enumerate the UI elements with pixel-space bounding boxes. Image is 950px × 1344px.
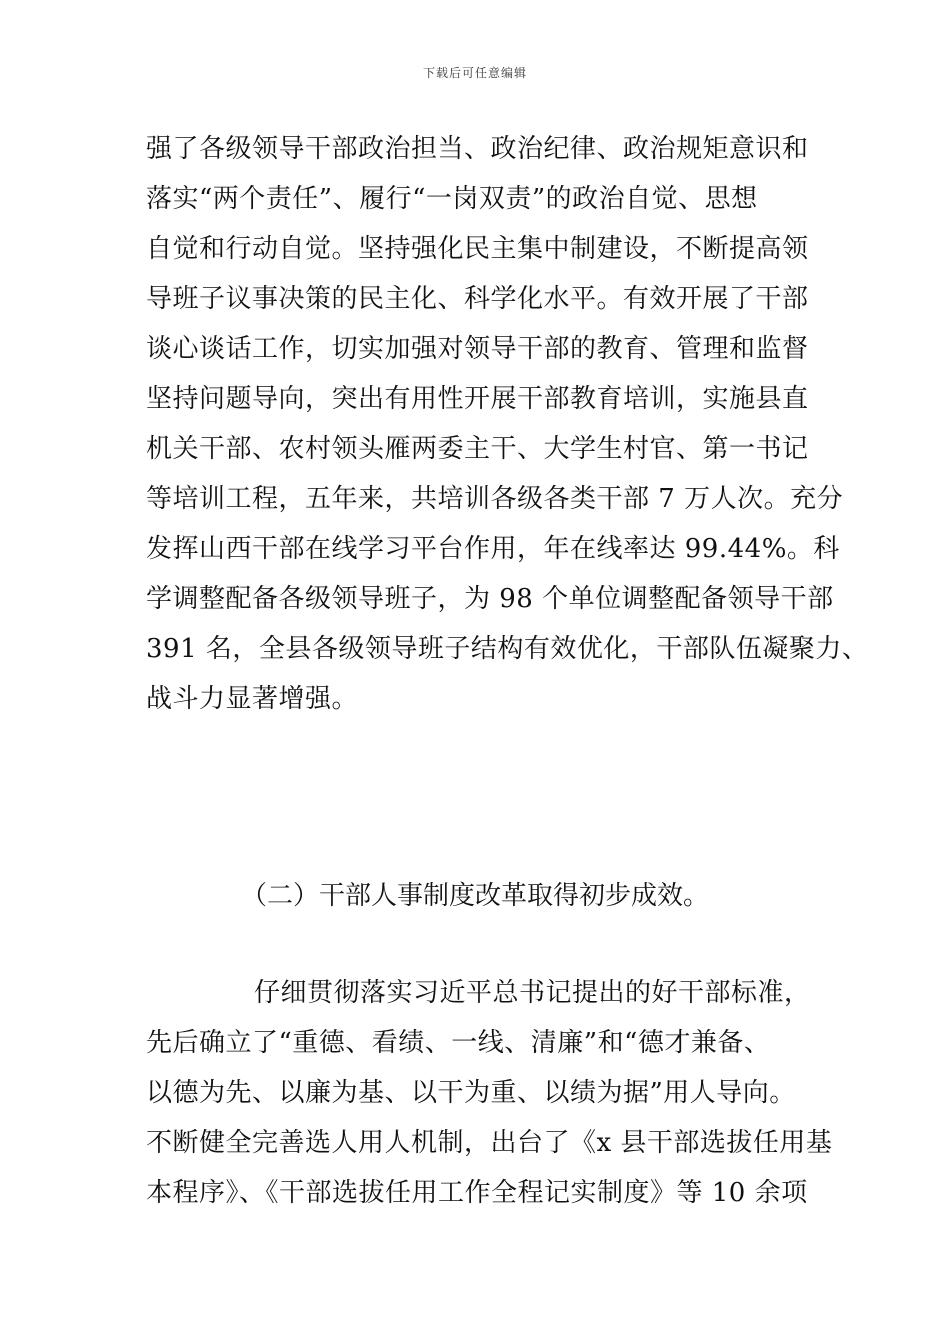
- paragraph-line: 等培训工程，五年来，共培训各级各类干部 7 万人次。充分: [146, 484, 844, 514]
- paragraph-line: 先后确立了“重德、看绩、一线、清廉”和“德才兼备、: [146, 1028, 771, 1058]
- paragraph-line: 发挥山西干部在线学习平台作用，年在线率达 99.44%。科: [146, 534, 840, 564]
- paragraph-line: 导班子议事决策的民主化、科学化水平。有效开展了干部: [146, 284, 809, 314]
- paragraph-line: 机关干部、农村领头雁两委主干、大学生村官、第一书记: [146, 434, 809, 464]
- paragraph-line: 谈心谈话工作，切实加强对领导干部的教育、管理和监督: [146, 334, 809, 364]
- paragraph-line: 本程序》、《干部选拔任用工作全程记实制度》等 10 余项: [146, 1178, 808, 1208]
- paragraph-line: 学调整配备各级领导班子，为 98 个单位调整配备领导干部: [146, 584, 834, 614]
- section-heading: （二）干部人事制度改革取得初步成效。: [240, 881, 709, 911]
- header-note: 下载后可任意编辑: [422, 66, 527, 80]
- paragraph-line: 坚持问题导向，突出有用性开展干部教育培训，实施县直: [146, 384, 809, 414]
- paragraph-line: 仔细贯彻落实习近平总书记提出的好干部标准，: [254, 978, 811, 1008]
- paragraph-line: 391 名，全县各级领导班子结构有效优化，干部队伍凝聚力、: [146, 634, 869, 664]
- paragraph-line: 落实“两个责任”、履行“一岗双责”的政治自觉、思想: [146, 184, 758, 214]
- paragraph-line: 强了各级领导干部政治担当、政治纪律、政治规矩意识和: [146, 134, 809, 164]
- paragraph-line: 不断健全完善选人用人机制，出台了《x 县干部选拔任用基: [146, 1128, 833, 1158]
- paragraph-line: 战斗力显著增强。: [146, 684, 359, 714]
- paragraph-line: 自觉和行动自觉。坚持强化民主集中制建设，不断提高领: [146, 234, 809, 264]
- paragraph-line: 以德为先、以廉为基、以干为重、以绩为据”用人导向。: [146, 1078, 796, 1108]
